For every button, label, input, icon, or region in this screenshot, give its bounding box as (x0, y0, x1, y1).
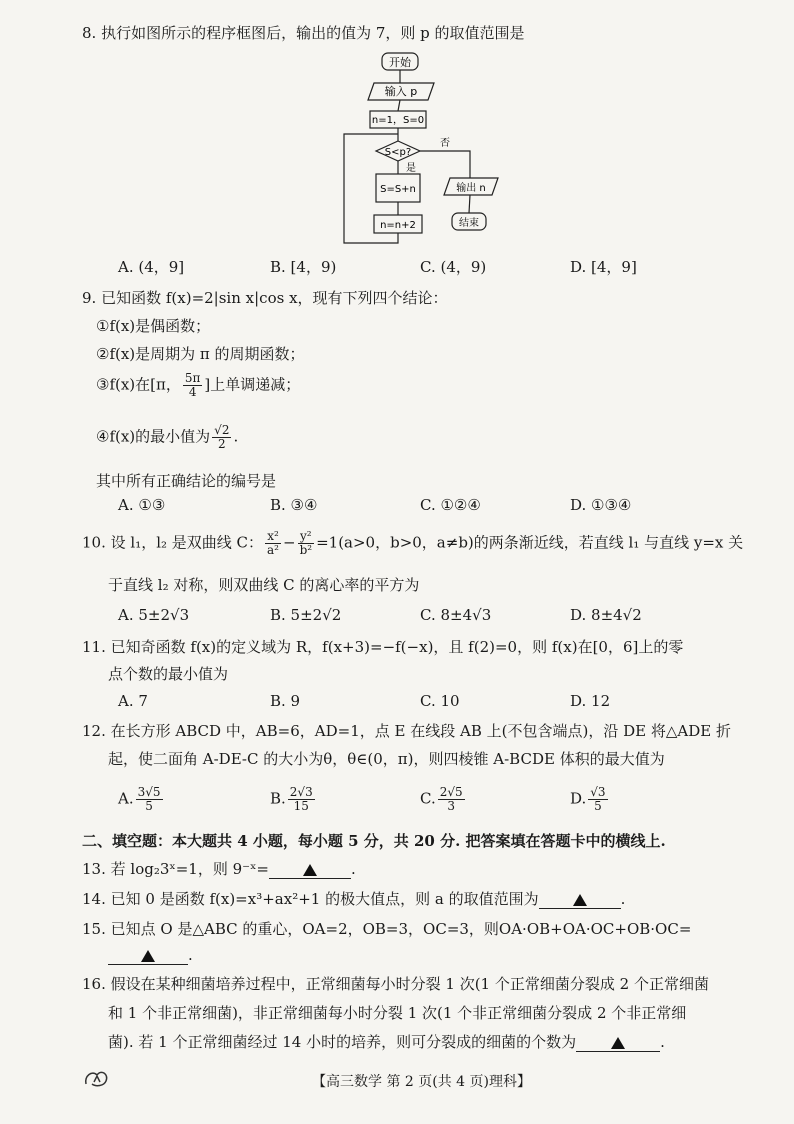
flow-init-label: n=1，S=0 (371, 115, 425, 126)
question-13: 13. 若 log₂3ˣ=1，则 9⁻ˣ= . (82, 860, 356, 878)
q9-statement-3: ③f(x)在[π， $\frac{5\pi}{4}$ ]上单调递减； (96, 371, 301, 399)
question-15: 15. 已知点 O 是△ABC 的重心，OA=2，OB=3，OC=3，则OA·OB+OA·OC+OB·OC= (82, 920, 692, 938)
q11-option-a: A. 7 (118, 692, 148, 710)
q13-answer-blank[interactable] (269, 860, 351, 879)
q15-answer-blank[interactable] (108, 946, 188, 965)
triangle-icon (141, 950, 155, 962)
q9-option-a: A. ①③ (118, 496, 166, 514)
flow-input-label: 输入 p (384, 85, 418, 98)
q12-option-c: C. $\frac{2√5}{3}$ (420, 785, 463, 813)
q8-option-b: B. [4，9) (270, 258, 337, 276)
flowchart (340, 50, 520, 250)
flow-update-n-label: n=n+2 (380, 220, 416, 231)
q8-option-c: C. (4，9) (420, 258, 487, 276)
q10-option-a: A. 5±2√3 (118, 606, 190, 624)
flow-start-label: 开始 (389, 56, 411, 69)
q8-option-d: D. [4，9] (570, 258, 637, 276)
flow-end-label: 结束 (459, 218, 479, 229)
question-16-line1: 16. 假设在某种细菌培养过程中，正常细菌每小时分裂 1 次(1 个正常细菌分裂成 2 个正常细菌 (82, 975, 709, 993)
triangle-icon (611, 1037, 625, 1049)
q9-option-d: D. ①③④ (570, 496, 632, 514)
question-12-line2: 起，使二面角 A-DE-C 的大小为θ，θ∈(0，π)，则四棱锥 A-BCDE 体积的最大值为 (108, 750, 665, 768)
q9-statement-4: ④f(x)的最小值为 $\frac{√2}{2}$ . (96, 423, 239, 451)
question-8-stem: 8. 执行如图所示的程序框图后，输出的值为 7，则 p 的取值范围是 (82, 24, 525, 42)
flow-output-label: 输出 n (456, 183, 486, 194)
q9-statement-1: ①f(x)是偶函数； (96, 317, 211, 335)
q9-option-c: C. ①②④ (420, 496, 481, 514)
flow-no-label: 否 (440, 138, 450, 149)
question-10-line1: 10. 设 l₁，l₂ 是双曲线 C： $\frac{\text{x²}}{\text{a²}}$ − $\frac{\text{y²}}{\text{b²}}$ =1(a>0，b>0，a≠b)的两条渐近线，若直线 l₁ 与直线 y=x 关 (82, 529, 744, 557)
question-16-line3: 菌). 若 1 个正常细菌经过 14 小时的培养，则可分裂成的细菌的个数为 . (108, 1033, 665, 1051)
q12-option-a: A. $\frac{3√5}{5}$ (118, 785, 161, 813)
question-10-line2: 于直线 l₂ 对称，则双曲线 C 的离心率的平方为 (108, 576, 420, 594)
q11-option-b: B. 9 (270, 692, 301, 710)
q9-option-b: B. ③④ (270, 496, 318, 514)
q14-answer-blank[interactable] (539, 890, 621, 909)
question-14: 14. 已知 0 是函数 f(x)=x³+ax²+1 的极大值点，则 a 的取值范围为 . (82, 890, 626, 908)
q15-answer-line: . (108, 946, 193, 965)
section-2-heading: 二、填空题：本大题共 4 小题，每小题 5 分，共 20 分. 把答案填在答题卡中的横线上. (82, 832, 666, 850)
q10-option-d: D. 8±4√2 (570, 606, 642, 624)
flow-update-s-label: S=S+n (380, 184, 416, 195)
publisher-logo-icon (82, 1066, 112, 1090)
triangle-icon (303, 864, 317, 876)
q12-option-b: B. $\frac{2√3}{15}$ (270, 785, 313, 813)
q16-answer-blank[interactable] (576, 1033, 660, 1052)
q11-option-d: D. 12 (570, 692, 611, 710)
question-11-line2: 点个数的最小值为 (108, 665, 229, 683)
q9-prompt: 其中所有正确结论的编号是 (96, 472, 277, 490)
q10-option-b: B. 5±2√2 (270, 606, 342, 624)
q11-option-c: C. 10 (420, 692, 460, 710)
question-12-line1: 12. 在长方形 ABCD 中，AB=6，AD=1，点 E 在线段 AB 上(不包含端点)，沿 DE 将△ADE 折 (82, 722, 731, 740)
question-9-stem: 9. 已知函数 f(x)=2|sin x|cos x，现有下列四个结论： (82, 289, 448, 307)
flow-cond-label: S<p? (384, 147, 412, 158)
q10-option-c: C. 8±4√3 (420, 606, 492, 624)
question-16-line2: 和 1 个非正常细菌)，非正常细菌每小时分裂 1 次(1 个非正常细菌分裂成 2 个非正常细 (108, 1004, 687, 1022)
page-footer: 【高三数学 第 2 页(共 4 页)理科】 (312, 1074, 531, 1090)
question-11-line1: 11. 已知奇函数 f(x)的定义域为 R，f(x+3)=−f(−x)，且 f(2)=0，则 f(x)在[0，6]上的零 (82, 638, 684, 656)
q12-option-d: D. $\frac{√3}{5}$ (570, 785, 606, 813)
flow-yes-label: 是 (406, 163, 416, 174)
triangle-icon (573, 894, 587, 906)
q8-option-a: A. (4，9] (118, 258, 185, 276)
q9-statement-2: ②f(x)是周期为 π 的周期函数； (96, 345, 305, 363)
